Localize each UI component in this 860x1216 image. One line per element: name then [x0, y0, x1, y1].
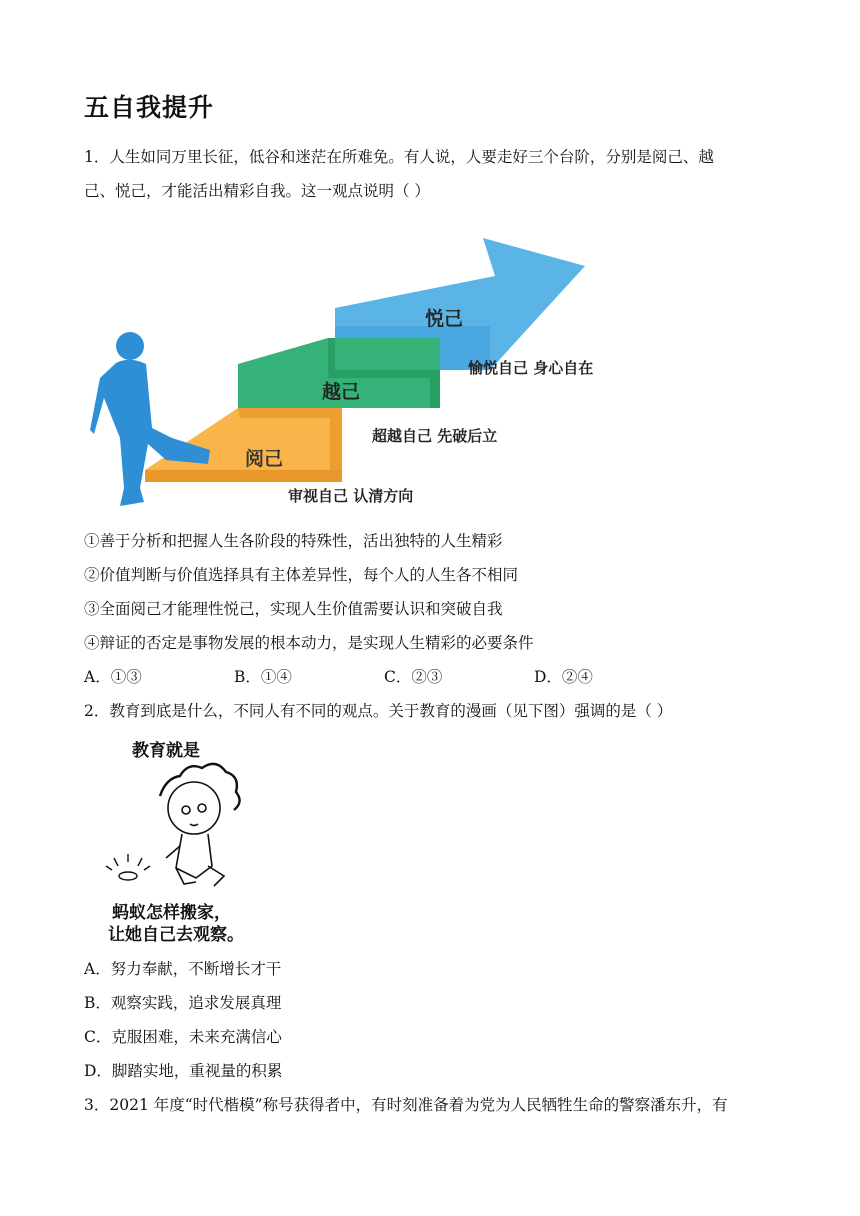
q3-stem: 3．2021 年度“时代楷模”称号获得者中，有时刻准备着为党为人民牺牲生命的警察潘东升，有: [84, 1096, 728, 1114]
q1-option-b[interactable]: B．①④: [234, 668, 292, 686]
q2-option-a[interactable]: A．努力奉献，不断增长才干: [84, 960, 282, 978]
q1-stem-line1: 1．人生如同万里长征，低谷和迷茫在所难免。有人说，人要走好三个台阶，分别是阅己、越: [84, 148, 714, 166]
q2-option-d[interactable]: D．脚踏实地，重视量的积累: [84, 1062, 283, 1080]
q1-statement-2: ②价值判断与价值选择具有主体差异性，每个人的人生各不相同: [84, 566, 519, 584]
ant-icon: [106, 854, 150, 880]
step1-front: [145, 470, 342, 482]
stairs-figure: [90, 238, 635, 510]
step1-label: 阅己: [245, 448, 284, 470]
cartoon-title: 教育就是: [132, 741, 200, 761]
step2-label: 越己: [322, 381, 361, 403]
q2-option-c[interactable]: C．克服困难，未来充满信心: [84, 1028, 282, 1046]
cartoon-caption-line1: 蚂蚁怎样搬家，: [112, 903, 231, 923]
child-icon: [160, 764, 240, 886]
q1-option-c[interactable]: C．②③: [384, 668, 443, 686]
step3-caption: 愉悦自己 身心自在: [468, 359, 594, 377]
q2-option-b[interactable]: B．观察实践，追求发展真理: [84, 994, 282, 1012]
step2-caption: 超越自己 先破后立: [372, 427, 498, 445]
q1-statement-4: ④辩证的否定是事物发展的根本动力，是实现人生精彩的必要条件: [84, 634, 534, 652]
q1-option-a[interactable]: A．①③: [84, 668, 142, 686]
q1-option-d[interactable]: D．②④: [534, 668, 593, 686]
cartoon-caption-line2: 让她自己去观察。: [108, 925, 244, 945]
step3-label: 悦己: [425, 308, 464, 330]
q1-statement-3: ③全面阅己才能理性悦己，实现人生价值需要认识和突破自我: [84, 600, 503, 618]
education-cartoon: [100, 736, 282, 946]
q1-statement-1: ①善于分析和把握人生各阶段的特殊性，活出独特的人生精彩: [84, 532, 503, 550]
step1-caption: 审视自己 认清方向: [288, 487, 414, 505]
section-title: 五自我提升: [84, 93, 215, 122]
q1-stem-line2: 己、悦己，才能活出精彩自我。这一观点说明（ ）: [84, 182, 430, 200]
q2-stem: 2．教育到底是什么，不同人有不同的观点。关于教育的漫画（见下图）强调的是（ ）: [84, 702, 673, 720]
